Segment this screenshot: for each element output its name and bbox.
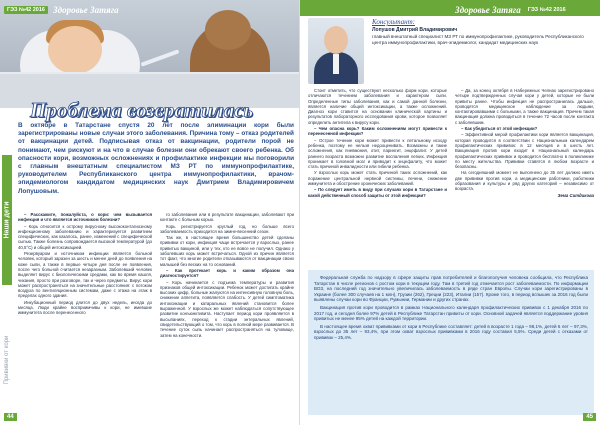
- question-paragraph: – Как протекает корь и каким образом она диагностируется?: [160, 267, 294, 279]
- body-paragraph: – Эффективной мерой профилактики кори является вакцинация, которая проводится в соответствии с Национальным календарем профилактических прививок: в 12 месяцев и в шесть лет. Вакцинация против кори входит в Национальный календарь профилактических прививок и проводится бесплатно в поликлинике по месту жительства. Прививки ставятся в любом возрасте и безопасны.: [455, 132, 594, 170]
- left-column-1: [18, 212, 152, 412]
- issue-badge: ГЭЗ №42 2016: [4, 6, 48, 14]
- consultant-role: главный внештатный специалист МЗ РТ по иммунопрофилактике, руководитель Республиканского центра иммунопрофилактики, врач-эпидемиолог, кандидат медицинских наук: [372, 34, 584, 45]
- right-columns: [308, 88, 594, 266]
- right-header: [450, 4, 569, 16]
- question-paragraph: – Расскажите, пожалуйста, о кори: чем вызывается инфекция и что является источником болезни?: [18, 212, 152, 223]
- right-column-1: [308, 88, 447, 266]
- side-footer-label: Прививки от кори: [4, 335, 10, 385]
- body-paragraph: – Острое течение кори может привести к летальному исходу ребенка, поэтому ее нельзя недооценивать. Возможны и такие осложнения, как пневмония, отит, ларингит, энцефалит. У детей раннего возраста возможно развитие воспаления легких. Инфекция проникает в головной мозг и приводит к энцефалиту, что может стать причиной инвалидности или гибели ребенка.: [308, 137, 447, 170]
- article-title: Проблема возвратилась: [30, 98, 254, 122]
- body-paragraph: На сегодняшний момент не выполнено до 35 лет должно иметь две прививки против кори, а медицинские работники, работники образования и культуры и ряд других категорий – независимо от возраста.: [455, 170, 594, 192]
- body-paragraph: Корь регистрируется круглый год, но больше всего заболеваемость приходится на зимне-весенний сезон.: [160, 223, 294, 234]
- info-box: [308, 270, 594, 415]
- magazine-name: Здоровье Затяга: [52, 5, 119, 15]
- page-number-left: 44: [4, 413, 17, 421]
- consultant-photo-wrap: [308, 18, 368, 86]
- info-box-paragraph: Вакцинация против кори проводится в рамках Национального календаря профилактических прививок с 1 декабря 2016 по 2017 год, и сегодня более 97% детей в Республике Татарстан привиты от кори. Основной задачей является поддержание уровня привитых не менее 95% детей на каждой территории.: [314, 304, 588, 322]
- right-column-2: [455, 88, 594, 266]
- info-box-paragraph: Федеральная служба по надзору в сфере защиты прав потребителей и благополучия человека сообщила, что Республика Татарстан в числе регионов с ростом кори в текущем году. Там в третий год отмечается рост заболеваемости. По информации ВОЗ, на последний год значительно увеличилась заболеваемость в ряде стран Европы. Случаи кори зарегистрированы в Украине (более 300 случаев на 1 млн), Грузии (262), Греции (223), Италии (157). Кроме того, в период вспышек за 2016 год были выявлены случаи кори во Франции, Румынии, Германии и других странах.: [314, 275, 588, 303]
- info-box-paragraph: В настоящее время охват прививками от кори в Республике составляет: детей в возрасте 1 года – 98,1%, детей 6 лет – 97,3%, взрослых до 35 лет – 93,4%, при этом охват взрослых прививками в 2016 году составил 5,5%. Среди детей с отказами от прививок – 25,4%.: [314, 323, 588, 340]
- body-paragraph: Стоит отметить, что существуют несколько форм кори, которые отличаются течением заболевания и характером сыпи. Определенные типы заболевания, как и самой данной болезни, является наличие общей интоксикации, а также осложнений. Диагноз кори ставится на основании клинической картины и результатов лабораторного исследования крови, которое позволяет определить антитела к вирусу кори.: [308, 88, 447, 125]
- body-paragraph: го заболевания или в результате вакцинации, заболевают при контакте с больным корью.: [160, 212, 294, 223]
- question-paragraph: – Чем опасна корь? Каким осложнениям могут привести к перенесенной инфекции?: [308, 126, 447, 137]
- left-column-2: [160, 212, 294, 412]
- body-paragraph: – Да, за конец октября в Набережных Челнах зарегистрировано четыре подтвержденных случая кори у детей, которые не были привиты ранее. Чтобы инфекция не распространилась дальше, проводятся медицинское наблюдение за людьми, контактировавшими с больными, а также вакцинация. Причем такая вакцинация должна проводиться в течение 72 часов после контакта с заболевшим.: [455, 88, 594, 125]
- section-tab-label: Наши дети: [3, 201, 11, 239]
- article-author: Зема Ситдикова: [557, 192, 594, 198]
- right-page: [300, 0, 600, 425]
- body-paragraph: – Корь начинается с подъема температуры и развития признаков общей интоксикации. Ребенок может достигать крайне высоких цифр, больные жалуются на интенсивную головную боль, снижение аппетита, появляется слабость. У детей симптоматика интоксикации и катаральных явлений становится более выраженной. У взрослых же может наблюдаться сопутствующее развитие конъюнктивита. Наступает период кори проявляется в высыпаниях, переход к стадии энтеральных явлений, свидетельствующий о том, что корь в полной мере развивается. В течение суток сыпь начинает распространяться на туловище, затем на конечности.: [160, 279, 294, 338]
- issue-badge-right: ГЭЗ №42 2016: [525, 6, 569, 14]
- article-lead: В октябре в Татарстане спустя 20 лет после элиминации кори были зарегистрированы новые случаи этого заболевания. Причина тому – отказ родителей от вакцинации детей. Подписывая отказ от вакцинации, родители порой не понимают, чем рискуют и на что в случае болезни они обрекают своего ребенка. Об опасности кори, возможных осложнениях и профилактике инфекции мы поговорили с главным внештатным специалистом МЗ РТ по иммунопрофилактике, руководителем Республиканского центра иммунопрофилактики, врачом-эпидемиологом кандидатом медицинских наук Дмитрием Владимировичем Лопушовым.: [18, 122, 294, 195]
- consultant-name: Лопушов Дмитрий Владимирович: [372, 27, 458, 33]
- left-header: [4, 4, 119, 16]
- body-paragraph: Инкубационный период длится до двух недель, иногда до месяца. Люди крайне восприимчивы к кори, не имевшие иммунитета после перенесенного: [18, 299, 152, 316]
- page-number-right: 45: [583, 413, 596, 421]
- consultant-avatar: [308, 18, 364, 84]
- child-with-teddy-bear-photo: [0, 0, 300, 108]
- body-paragraph: Так же, в настоящее время большинство детей сделаны прививки от кори, инфекция чаще встречается у взрослых, ранее привитых вакциной, или у тех, кто ее вовсе не получил. Однако у заболевших корь может встречаться. Одной из причин является тот факт, что многие родители отказываются от вакцинации своих малышей без веских на то оснований.: [160, 235, 294, 267]
- consultant-label: Консультант:: [372, 18, 415, 26]
- body-paragraph: Резервуаром и источником инфекции является больной человек, который заразен за шесть и менее дней до появления на коже сыпи, а также в первые четыре дня после ее появления, после чего больной считается незаразным. Заболевший человек выделяет вирус с биологическими средами, как во время кашля, чихания, просто при разговоре, так и через предметы. Вирус кори может распространяться на значительные расстояния: с потоком воздуха по вентиляционным системам, даже с этажа на этаж в пределах одного здания.: [18, 251, 152, 299]
- left-columns: [18, 212, 294, 412]
- side-footer: [2, 300, 12, 420]
- magazine-name-right: Здоровье Затяга: [455, 5, 521, 15]
- body-paragraph: – Корь относится к острому вирусному высококонтагиозному инфекционному заболеванию и характеризуется развитием специфических, как казалось, ранее, изменений с специфической сыпью. Также болезнь сопровождается высокой температурой (до 40,5°С) и общей интоксикацией.: [18, 223, 152, 250]
- body-paragraph: У взрослых корь может стать причиной таких осложнений, как поражение центральной нервной системы, печени, снижение иммунитета и обострение хронических заболеваний.: [308, 170, 447, 187]
- section-tab: [2, 155, 12, 285]
- question-paragraph: – По следует иметь в виду при случаях кори в Татарстане и какой действенный способ защиты от этой инфекции?: [308, 187, 447, 198]
- question-paragraph: – Как убедиться от этой инфекции?: [461, 126, 538, 132]
